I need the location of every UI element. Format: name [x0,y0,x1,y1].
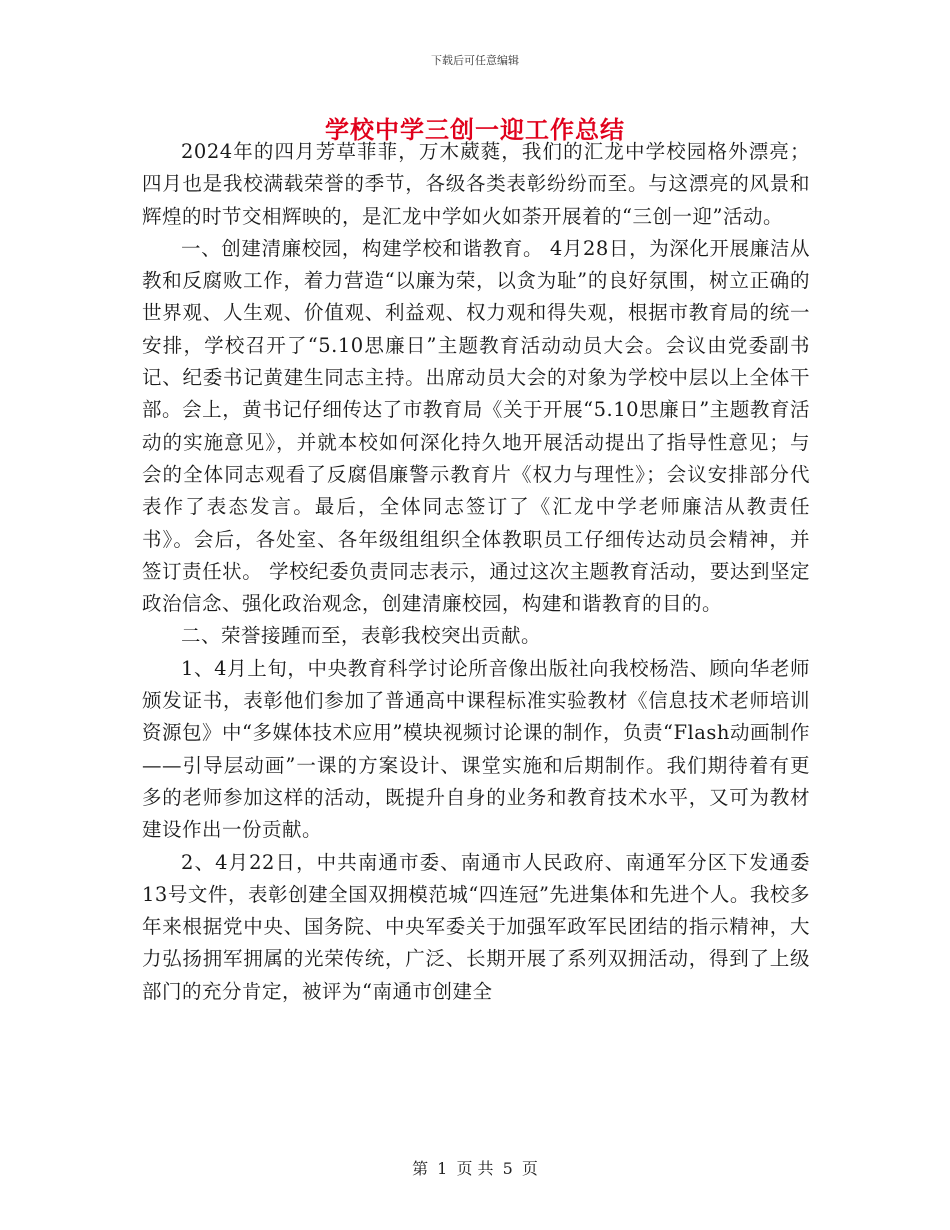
document-body [142,136,810,1008]
paragraph-section-two-heading: 二、荣誉接踵而至，表彰我校突出贡献。 [181,624,542,648]
paragraph-intro: 2024年的四月芳草菲菲，万木葳蕤，我们的汇龙中学校园格外漂亮；四月也是我校满载荣誉的季节，各级各类表彰纷纷而至。与这漂亮的风景和辉煌的时节交相辉映的，是汇龙中学如火如荼开展着的“三创一迎”活动。 [142,140,810,228]
paragraph-item-two: 2、4月22日，中共南通市委、南通市人民政府、南通军分区下发通委13号文件，表彰创建全国双拥模范城“四连冠”先进集体和先进个人。我校多年来根据党中央、国务院、中央军委关于加强军政军民团结的指示精神，大力弘扬拥军拥属的光荣传统，广泛、长期开展了系列双拥活动，得到了上级部门的充分肯定，被评为“南通市创建全 [142,850,810,1003]
paragraph-item-one: 1、4月上旬，中央教育科学讨论所音像出版社向我校杨浩、顾向华老师颁发证书，表彰他们参加了普通高中课程标准实验教材《信息技术老师培训资源包》中“多媒体技术应用”模块视频讨论课的制作，负责“Flash动画制作——引导层动画”一课的方案设计、课堂实施和后期制作。我们期待着有更多的老师参加这样的活动，既提升自身的业务和教育技术水平，又可为教材建设作出一份贡献。 [142,656,810,842]
footer-suffix: 页 [521,1159,538,1178]
footer-total-pages: 5 [502,1159,513,1178]
paragraph-section-one: 一、创建清廉校园，构建学校和谐教育。 4月28日，为深化开展廉洁从教和反腐败工作，着力营造“以廉为荣，以贪为耻”的良好氛围，树立正确的世界观、人生观、价值观、利益观、权力观和得失观，根据市教育局的统一安排，学校召开了“5.10思廉日”主题教育活动动员大会。会议由党委副书记、纪委书记黄建生同志主持。出席动员大会的对象为学校中层以上全体干部。会上，黄书记仔细传达了市教育局《关于开展“5.10思廉日”主题教育活动的实施意见》，并就本校如何深化持久地开展活动提出了指导性意见；与会的全体同志观看了反腐倡廉警示教育片《权力与理性》；会议安排部分代表作了表态发言。最后，全体同志签订了《汇龙中学老师廉洁从教责任书》。会后，各处室、各年级组组织全体教职员工仔细传达动员会精神，并签订责任状。 学校纪委负责同志表示，通过这次主题教育活动，要达到坚定政治信念、强化政治观念，创建清廉校园，构建和谐教育的目的。 [142,236,810,616]
document-title: 学校中学三创一迎工作总结 [325,115,625,144]
page-footer [0,1156,950,1179]
footer-middle: 页 共 [456,1159,494,1178]
footer-page-number: 1 [437,1159,448,1178]
footer-prefix: 第 [412,1159,429,1178]
header-note: 下载后可任意编辑 [431,54,519,67]
